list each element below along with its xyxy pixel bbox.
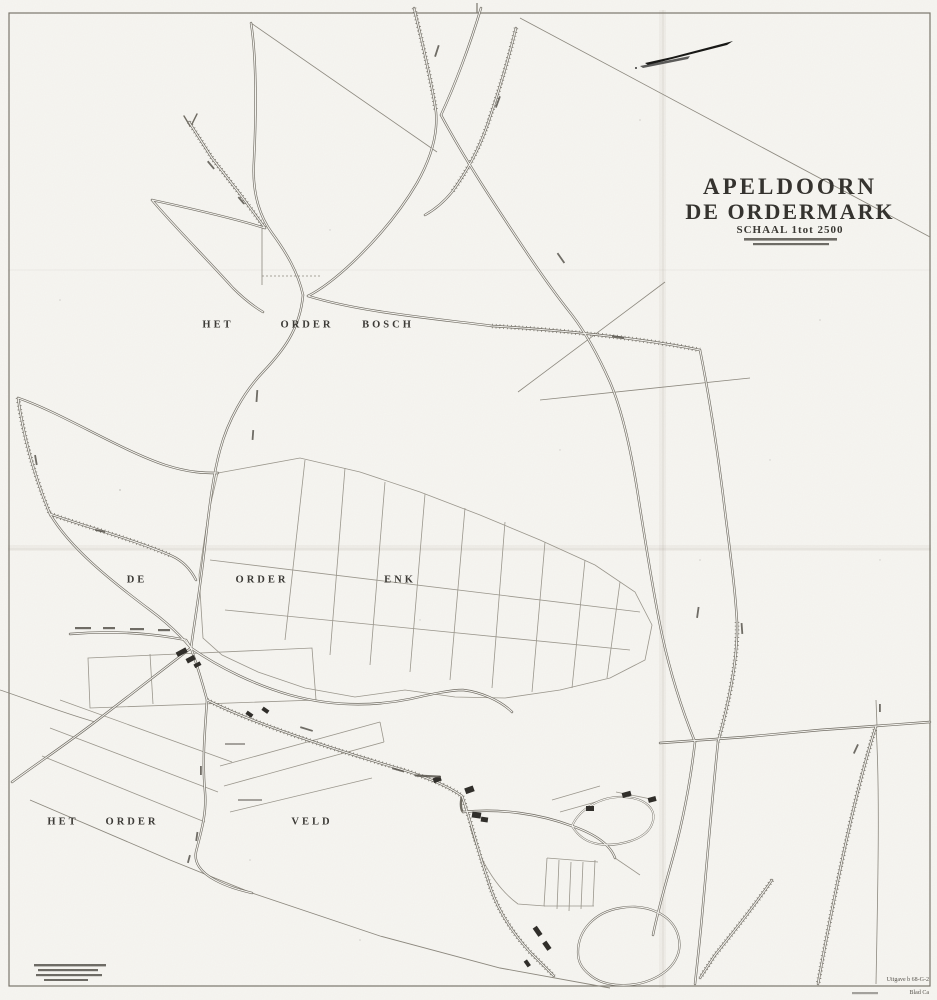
region-label-bosch-order: ORDER [280, 319, 334, 331]
region-label-veld-veld: VELD [291, 816, 333, 828]
map-title-line1: APELDOORN [703, 174, 877, 199]
region-label-enk-order: ORDER [235, 574, 289, 586]
region-label-enk-enk: ENK [384, 574, 416, 586]
region-label-bosch-het: HET [202, 319, 234, 331]
region-label-bosch-bosch: BOSCH [362, 319, 414, 331]
region-label-veld-order: ORDER [105, 816, 159, 828]
map-scale-label: SCHAAL 1tot 2500 [736, 224, 844, 236]
edition-note: Uitgave b 68-G-2 [886, 977, 929, 983]
map-title-line2: DE ORDERMARK [685, 199, 895, 224]
region-label-enk-de: DE [126, 574, 148, 586]
region-label-veld-het: HET [47, 816, 79, 828]
sheet-note: Blad Ca [909, 990, 929, 996]
